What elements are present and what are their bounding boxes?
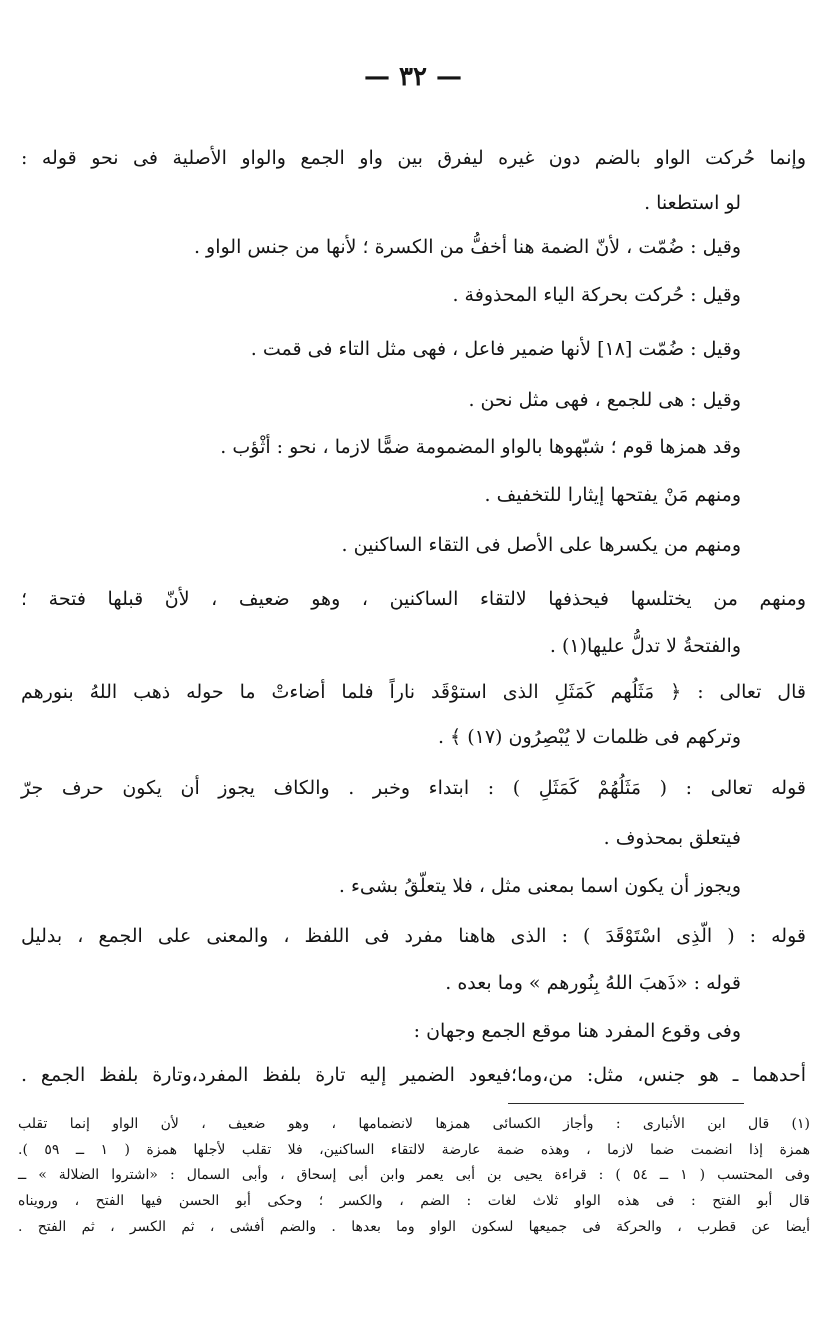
footnote-line: (١) قال ابن الأنبارى : وأجاز الكسائى همزها لانضمامها ، وهو ضعيف ، لأن الواو إنما تقلب [18,1116,810,1132]
text-line: والفتحةُ لا تدلُّ عليها(١) . [549,635,741,657]
text-line: ويجوز أن يكون اسما بمعنى مثل ، فلا يتعلّقُ بشىء . [338,875,741,897]
page-number: — ٣٢ — [363,62,463,92]
text-line: ومنهم من يختلسها فيحذفها لالتقاء الساكنين ، وهو ضعيف ، لأنّ قبلها فتحة ؛ [21,588,806,610]
footnote-line: قال أبو الفتح : فى هذه الواو ثلاث لغات : الضم ، والكسر ؛ وحكى أبو الحسن فيها الفتح ، ورويناه [18,1193,811,1209]
text-line: فيتعلق بمحذوف . [603,827,741,849]
text-line: قوله : «ذَهبَ اللهُ بِنُورهم » وما بعده . [445,972,741,994]
footnote-line: وفى المحتسب ( ١ ــ ٥٤ ) : قراءة يحيى بن أبى يعمر وابن أبى إسحاق ، وأبى السمال : «اشتروا الضلالة » ــ [18,1167,811,1183]
text-line: لو استطعنا . [644,192,741,214]
text-line: وإنما حُركت الواو بالضم دون غيره ليفرق بين واو الجمع والواو الأصلية فى نحو قوله : [21,147,806,169]
text-line: وفى وقوع المفرد هنا موقع الجمع وجهان : [413,1020,741,1042]
text-line: قال تعالى : ﴿ مَثَلُهم كَمَثَلِ الذى استوْقَد ناراً فلما أضاءتْ ما حوله ذهب اللهُ بنورهم [21,681,806,703]
text-line: أحدهما ـ هو جنس، مثل: من،وما؛فيعود الضمير إليه تارة بلفظ المفرد،وتارة بلفظ الجمع . [21,1064,806,1086]
text-line: قوله تعالى : ( مَثَلُهُمْ كَمَثَلِ ) : ابتداء وخبر . والكاف يجوز أن يكون حرف جرّ [21,777,806,799]
text-line: وقد همزها قوم ؛ شبّهوها بالواو المضمومة ضمًّا لازما ، نحو : أثْؤب . [220,436,741,458]
footnote-line: أيضا عن قطرب ، والحركة فى جميعها لسكون الواو وما بعدها . والضم أفشى ، ثم الكسر ، ثم الفتح . [18,1219,810,1235]
footnote-line: همزة إذا انضمت ضما لازما ، وهذه ضمة عارضة لالتقاء الساكنين، فلا تقلب لأجلها همزة ( ١ ــ ٥٩ ). [18,1142,810,1158]
text-line: قوله : ( الّذِى اسْتَوْقَدَ ) : الذى هاهنا مفرد فى اللفظ ، والمعنى على الجمع ، بدليل [21,925,806,947]
text-line: وقيل : هى للجمع ، فهى مثل نحن . [468,389,741,411]
text-line: ومنهم من يكسرها على الأصل فى التقاء الساكنين . [341,534,741,556]
text-line: ومنهم مَنْ يفتحها إيثارا للتخفيف . [484,484,741,506]
footnote-separator [508,1103,744,1104]
text-line: وقيل : ضُمّت [١٨] لأنها ضمير فاعل ، فهى مثل التاء فى قمت . [250,338,741,360]
text-line: وقيل : ضُمّت ، لأنّ الضمة هنا أخفُّ من الكسرة ؛ لأنها من جنس الواو . [193,236,741,258]
text-line: وقيل : حُركت بحركة الياء المحذوفة . [452,284,741,306]
text-line: وتركهم فى ظلمات لا يُبْصِرُون (١٧) ﴾ . [437,726,741,748]
